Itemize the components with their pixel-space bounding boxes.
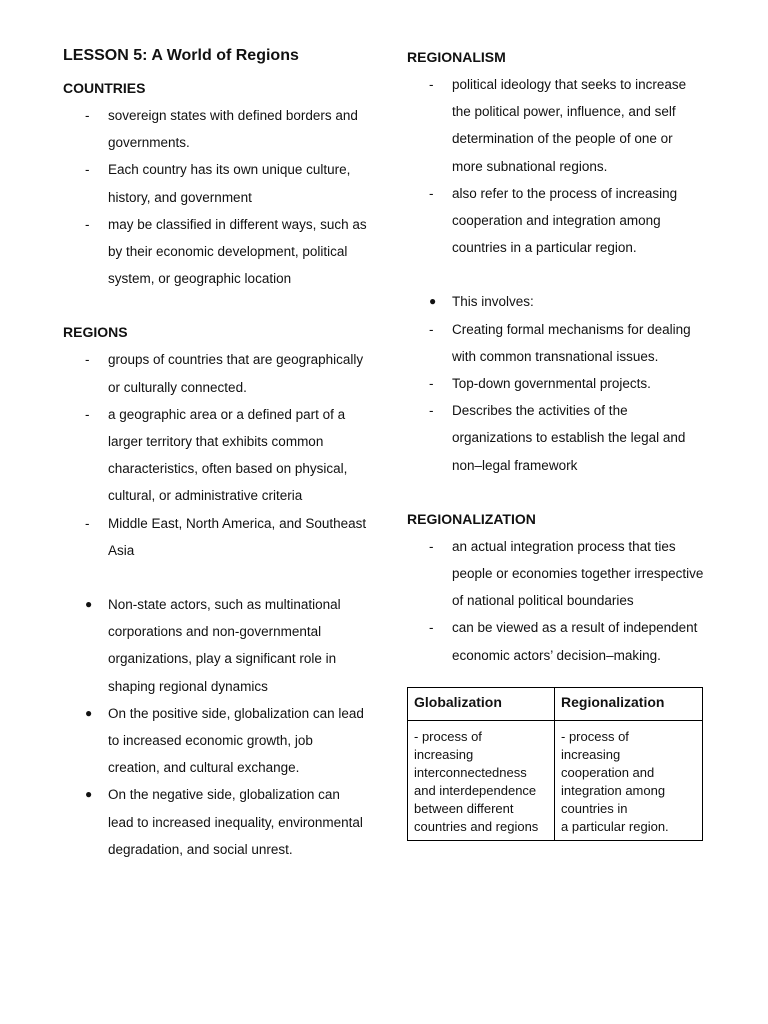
spacer — [407, 261, 707, 288]
bullet-item — [63, 700, 368, 782]
lesson-title: LESSON 5: A World of Regions — [63, 47, 299, 64]
dash-marker: - — [429, 376, 434, 392]
list-item — [407, 370, 707, 397]
regionalization-list — [407, 533, 707, 669]
countries-heading: COUNTRIES — [63, 80, 146, 96]
list-item — [63, 401, 368, 510]
regions-list — [63, 346, 368, 564]
bullet-item-text: On the positive side, globalization can lead to increased economic growth, job creation, and cultural exchange. — [108, 705, 364, 776]
dash-marker: - — [429, 403, 434, 419]
comparison-table — [407, 687, 703, 841]
dash-marker: - — [429, 77, 434, 92]
list-item-text: can be viewed as a result of independent economic actors’ decision–making. — [452, 620, 698, 663]
regionalism-heading: REGIONALISM — [407, 49, 506, 65]
list-item-text: a geographic area or a defined part of a larger territory that exhibits common characteristics, often based on physical, cultural, or administrative criteria — [108, 406, 348, 504]
regions-bullet-list — [63, 591, 368, 863]
dash-marker: - — [85, 216, 90, 232]
dash-marker: - — [429, 538, 434, 554]
dash-marker: - — [85, 352, 90, 368]
table-header-row — [408, 687, 703, 720]
list-item-text: may be classified in different ways, such as by their economic development, political system, or geographic location — [108, 216, 367, 287]
list-item — [407, 316, 707, 370]
bullet-icon: ● — [85, 705, 93, 720]
bullet-icon: ● — [429, 294, 437, 309]
list-item-text: Each country has its own unique culture, history, and government — [108, 162, 351, 205]
column-header-regionalization: Regionalization — [555, 687, 703, 720]
list-item — [63, 346, 368, 400]
list-item-text: political ideology that seeks to increase the political power, influence, and self determination of the people of one or more subnational regions. — [452, 77, 687, 174]
dash-marker: - — [429, 321, 434, 337]
list-item-text: also refer to the process of increasing cooperation and integration among countries in a particular region. — [452, 185, 678, 256]
bullet-icon: ● — [85, 597, 93, 612]
dash-marker: - — [85, 108, 90, 123]
table-cell-globalization: - process of increasing interconnectedness and interdependence between different countries and regions — [408, 720, 555, 840]
list-item — [63, 102, 368, 156]
dash-marker: - — [85, 406, 90, 422]
spacer — [407, 479, 707, 506]
bullet-item-text: On the negative side, globalization can lead to increased inequality, environmental degradation, and social unrest. — [108, 787, 363, 857]
bullet-item — [63, 781, 368, 863]
table-row — [408, 720, 703, 840]
bullet-item-text: This involves: — [452, 294, 534, 310]
list-item-text: an actual integration process that ties people or economies together irrespective of national political boundaries — [452, 538, 704, 609]
right-column — [407, 44, 707, 841]
dash-marker: - — [429, 185, 434, 201]
list-item — [63, 211, 368, 293]
spacer — [63, 564, 368, 591]
regionalism-involves-list — [407, 288, 707, 478]
list-item — [407, 397, 707, 479]
list-item-text: Top-down governmental projects. — [452, 376, 651, 392]
countries-list — [63, 102, 368, 292]
list-item — [407, 614, 707, 668]
column-header-globalization: Globalization — [408, 687, 555, 720]
left-column — [63, 44, 368, 863]
list-item-text: Middle East, North America, and Southeast Asia — [108, 515, 367, 558]
list-item-text: sovereign states with defined borders and governments. — [108, 108, 358, 151]
bullet-item-text: Non-state actors, such as multinational corporations and non-governmental organizations, play a significant role in shaping regional dynamics — [108, 597, 341, 694]
spacer — [63, 292, 368, 319]
list-item-text: Describes the activities of the organizations to establish the legal and non–legal framework — [452, 403, 686, 473]
list-item — [63, 510, 368, 564]
list-item-text: groups of countries that are geographically or culturally connected. — [108, 352, 364, 395]
list-item — [407, 180, 707, 262]
regionalization-heading: REGIONALIZATION — [407, 510, 536, 527]
list-item-text: Creating formal mechanisms for dealing with common transnational issues. — [452, 321, 691, 364]
dash-marker: - — [429, 620, 434, 636]
list-item — [407, 533, 707, 615]
regionalism-list — [407, 71, 707, 261]
list-item — [63, 156, 368, 210]
dash-marker: - — [85, 515, 90, 531]
table-cell-regionalization: - process of increasing cooperation and integration among countries in a particular region. — [555, 720, 703, 840]
bullet-item — [63, 591, 368, 700]
list-item — [407, 71, 707, 180]
regions-heading: REGIONS — [63, 324, 128, 341]
bullet-item — [407, 288, 707, 315]
dash-marker: - — [85, 162, 90, 178]
bullet-icon: ● — [85, 787, 93, 802]
